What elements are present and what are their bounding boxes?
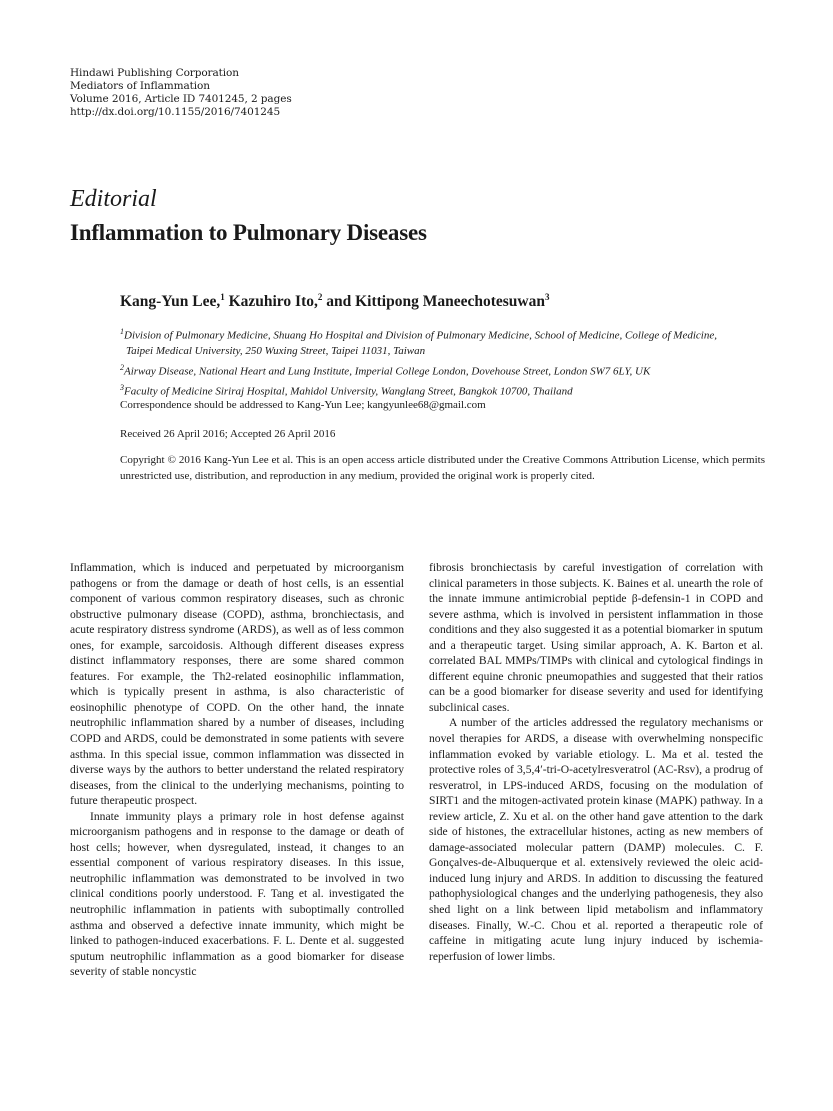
volume-info: Volume 2016, Article ID 7401245, 2 pages xyxy=(70,93,292,105)
affiliation: $^1$Division of Pulmonary Medicine, Shuang Ho Hospital and Division of Pulmonary Medicine, School of Medicine, College of Medicine, xyxy=(120,327,717,342)
copyright-notice: Copyright © 2016 Kang-Yun Lee et al. This is an open access article distributed under the Creative Commons Attribution License, which permits unrestricted use, distribution, and reproduction in any medium, provided the original work is properly cited. xyxy=(120,454,765,482)
affiliation-continued: Taipei Medical University, 250 Wuxing Street, Taipei 11031, Taiwan xyxy=(126,345,426,358)
received-dates: Received 26 April 2016; Accepted 26 April 2016 xyxy=(120,428,336,440)
author-affiliation-mark: 3 xyxy=(544,292,550,302)
correspondence: Correspondence should be addressed to Kang-Yun Lee; kangyunlee68@gmail.com xyxy=(120,399,486,411)
author-affiliation-mark: 2 xyxy=(317,292,323,302)
body-paragraph: A number of the articles addressed the regulatory mechanisms or novel therapies for ARDS, a disease with overwhelming nonspecific inflammation evoked by variable etiology. L. Ma et al. tested the protective roles of 3,5,4′-tri-O-acetylresveratrol (AC-Rsv), a prodrug of resveratrol, in LPS-induced ARDS, focusing on the modulation of SIRT1 and the mitogen-activated protein kinase (MAPK) pathway. In a review article, Z. Xu et al. on the other hand gave attention to the dark side of histones, the extracellular histones, acting as new members of damage-associated molecular pattern (DAMP) molecules. C. F. Gonçalves-de-Albuquerque et al. extensively reviewed the oleic acid-induced lung injury and ARDS. In addition to discussing the featured pathophysiological changes and the underlying pathogenesis, they also shed light on a link between lipid metabolism and inflammatory diseases. Finally, W.-C. Chou et al. reported a therapeutic role of caffeine in mitigating acute lung injury induced by ischemia-reperfusion of lower limbs. xyxy=(429,716,763,963)
journal-name: Mediators of Inflammation xyxy=(70,80,210,92)
author-name: Kazuhiro Ito, xyxy=(228,293,318,311)
body-paragraph: Innate immunity plays a primary role in host defense against microorganism pathogens and in response to the damage or death of host cells; however, when dysregulated, instead, it changes to an essential component of various respiratory diseases. In this issue, neutrophilic inflammation was demonstrated to be involved in two clinical conditions poorly understood. F. Tang et al. investigated the neutrophilic inflammation in patients with suboptimally controlled asthma and observed a defective innate immunity, which might be linked to pathogen-induced exacerbations. F. L. Dente et al. suggested sputum neutrophilic inflammation as a good biomarker for disease severity of stable noncystic xyxy=(70,809,404,979)
journal-info xyxy=(70,67,292,119)
article-type: Editorial xyxy=(70,186,157,212)
affiliations xyxy=(120,324,780,400)
body-column-right xyxy=(429,560,763,964)
article-title: Inflammation to Pulmonary Diseases xyxy=(70,220,427,245)
affiliation: $^2$Airway Disease, National Heart and Lung Institute, Imperial College London, Dovehouse Street, London SW7 6LY, UK xyxy=(120,362,651,378)
body-column-left xyxy=(70,560,404,980)
author-name: Kang-Yun Lee, xyxy=(120,293,221,311)
publisher: Hindawi Publishing Corporation xyxy=(70,67,239,79)
author-name: and Kittipong Maneechotesuwan xyxy=(326,293,545,311)
author-affiliation-mark: 1 xyxy=(220,292,225,302)
affiliation: $^3$Faculty of Medicine Siriraj Hospital, Mahidol University, Wanglang Street, Bangkok 10700, Thailand xyxy=(120,382,573,398)
body-paragraph: Inflammation, which is induced and perpetuated by microorganism pathogens or from the damage or death of host cells, is an essential component of various common respiratory diseases, such as chronic obstructive pulmonary disease (COPD), asthma, bronchiectasis, and acute respiratory distress syndrome (ARDS), as well as of less common ones, for example, sarcoidosis. Although different diseases express distinct inflammatory responses, there are some shared common features. For example, the Th2-related eosinophilic inflammation, which is typically present in asthma, is also characteristic of eosinophilic phenotype of COPD. On the other hand, the innate neutrophilic inflammation shared by a number of diseases, including COPD and ARDS, could be demonstrated in some patients with severe asthma. In this special issue, common inflammation was dissected in diverse ways by the authors to better understand the related respiratory diseases, from the clinical to the underlying mechanisms, pointing to future therapeutic prospect. xyxy=(70,561,404,808)
doi-link[interactable]: http://dx.doi.org/10.1155/2016/7401245 xyxy=(70,106,281,118)
body-paragraph: fibrosis bronchiectasis by careful investigation of correlation with clinical parameters in those subjects. K. Baines et al. unearth the role of the innate immune antimicrobial peptide β-defensin-1 in COPD and severe asthma, which is involved in persistent inflammation in those conditions and they also suggested it as a potential biomarker in sputum and a therapeutic target. Using similar approach, A. K. Barton et al. correlated BAL MMPs/TIMPs with clinical and cytological findings in different equine chronic pneumopathies and suggested that their ratios can be a good biomarker for disease severity and used for identifying subclinical cases. xyxy=(429,561,763,714)
author-list xyxy=(120,292,549,311)
